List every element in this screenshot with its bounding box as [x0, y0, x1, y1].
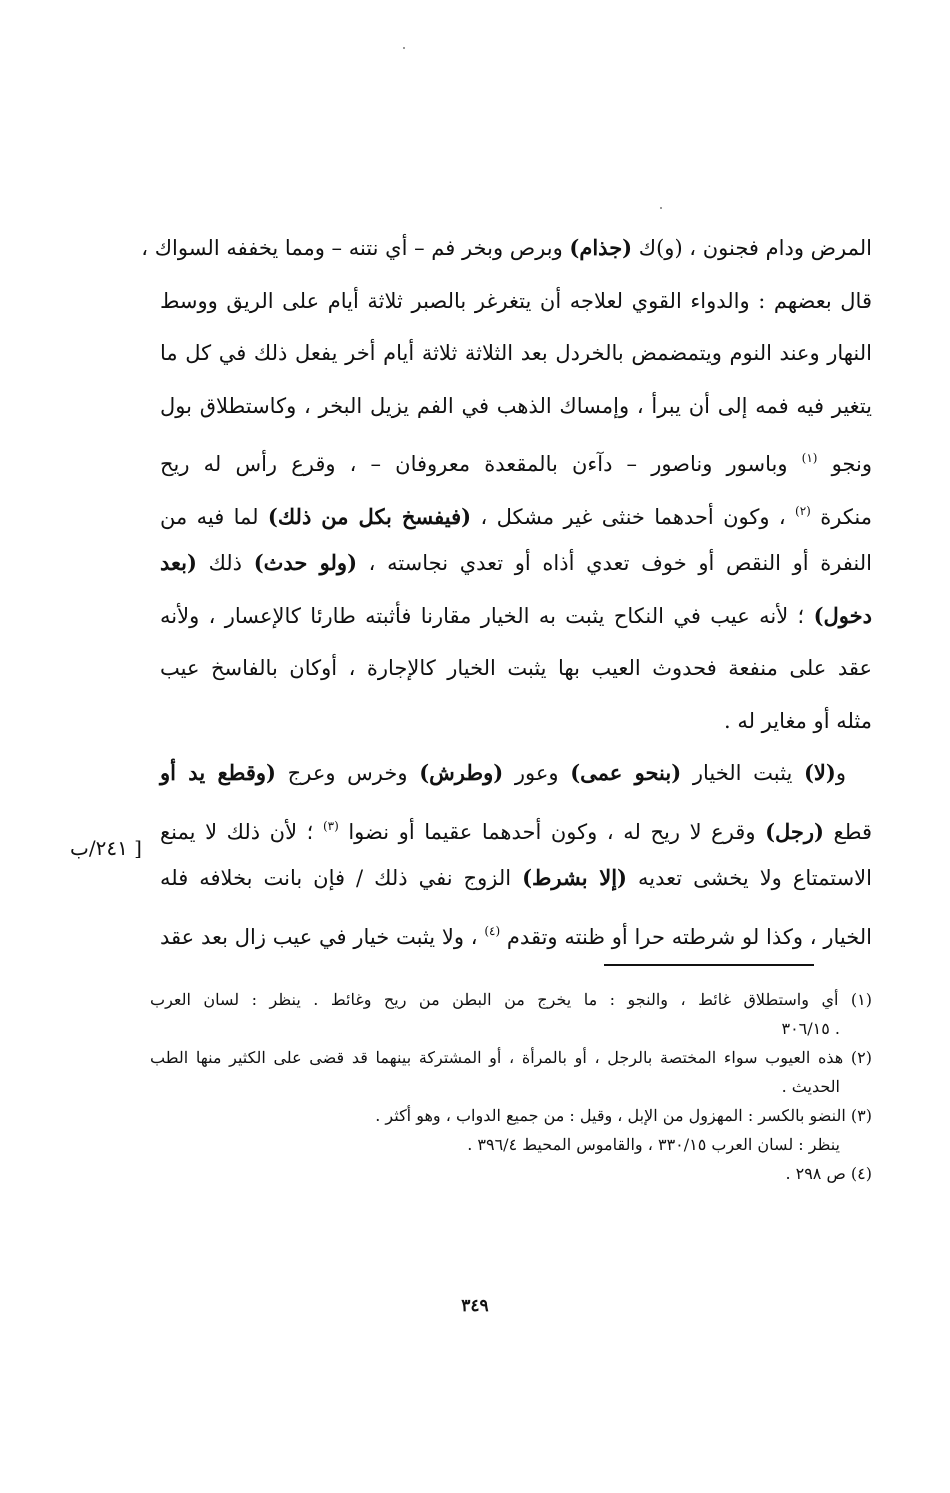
footnote-line: الحديث .	[781, 1077, 840, 1096]
manuscript-folio-marker: [ ٢٤١/ب	[70, 836, 142, 860]
sharh-text: المرض ودام فجنون ، (و)ك	[632, 236, 872, 260]
footnote-line: (٤) ص ٢٩٨ .	[785, 1164, 872, 1183]
sharh-text: لما فيه من	[160, 504, 268, 529]
sharh-text: يتغير فيه فمه إلى أن يبرأ ، وإمساك الذهب في الفم يزيل البخر ، وكاستطلاق بول	[160, 393, 872, 418]
footnote-line: (٣) النضو بالكسر : المهزول من الإبل ، وقيل : من جميع الدواب ، وهو أكثر .	[375, 1106, 872, 1125]
sharh-text: الخيار ، وكذا لو شرطته حرا أو ظنته وتقدم	[500, 924, 872, 949]
bold-matn-text: (بعد	[160, 550, 197, 575]
sharh-text: ونجو	[817, 452, 872, 476]
footnote-line: (١) أي واستطلاق غائط ، والنجو : ما يخرج من البطن من ريح وغائط . ينظر : لسان العرب	[150, 990, 872, 1009]
text-line	[160, 852, 872, 905]
footnote-separator	[604, 964, 814, 966]
sharh-text: يثبت الخيار	[681, 761, 804, 785]
sharh-text: قال بعضهم : والدواء القوي لعلاجه أن يتغرغر بالصبر ثلاثة أيام على الريق ووسط	[160, 288, 872, 313]
text-line	[160, 327, 872, 380]
bold-matn-text: (رجل)	[765, 818, 824, 844]
scan-speck	[403, 47, 405, 49]
bold-matn-text: (فيفسخ بكل من ذلك)	[267, 503, 472, 529]
sharh-text: ؛ لأنه عيب في النكاح يثبت به الخيار مقارنا فأثبته طارئا كالإعسار ، ولأنه	[160, 603, 814, 628]
bold-matn-text: (لا)	[803, 760, 836, 785]
sharh-text: وخرس وعرج	[276, 761, 420, 785]
sharh-text: وباسور وناصور – دآءن بالمقعدة معروفان – ، وقرع رأس له ريح	[160, 452, 802, 476]
page-number: ٣٤٩	[461, 1296, 489, 1316]
scan-speck	[660, 207, 662, 209]
bold-matn-text: (بنحو عمى)	[570, 760, 682, 785]
bold-matn-text: (وطرش)	[419, 760, 504, 785]
sharh-text: الاستمتاع ولا يخشى تعديه	[626, 866, 872, 890]
text-line	[160, 905, 872, 958]
sharh-text: وبرص وبخر فم – أي نتنه – ومما يخففه السواك ،	[141, 236, 570, 260]
footnote-ref: (١)	[801, 451, 818, 465]
sharh-text: النفرة أو النقص أو خوف تعدي أذاه أو تعدي نجاسته ،	[357, 551, 872, 575]
text-line	[160, 695, 872, 748]
bold-matn-text: (إلا بشرط)	[522, 865, 627, 890]
footnote-ref: (٤)	[484, 923, 501, 938]
text-line	[160, 380, 872, 433]
footnote-line: ينظر : لسان العرب ٣٣٠/١٥ ، والقاموس المحيط ٣٩٦/٤ .	[467, 1135, 840, 1154]
footnote-ref: (٣)	[322, 818, 339, 833]
text-line	[141, 222, 872, 275]
text-line	[160, 642, 872, 695]
text-line	[160, 485, 872, 538]
sharh-text: الزوج نفي ذلك / فإن بانت بخلافه فله	[160, 866, 523, 890]
sharh-text: عقد على منفعة فحدوث العيب بها يثبت الخيار كالإجارة ، أوكان بالفاسخ عيب	[160, 656, 872, 680]
sharh-text: وعور	[503, 761, 571, 785]
text-line	[160, 800, 872, 853]
main-text-block	[141, 222, 872, 957]
sharh-text: ذلك	[196, 551, 254, 575]
sharh-text: قطع	[823, 819, 872, 844]
text-line	[160, 537, 872, 590]
sharh-text: ، وكون أحدهما خنثى غير مشكل ،	[471, 504, 796, 529]
sharh-text: وقرع لا ريح له ، وكون أحدهما عقيما أو نضوا	[338, 819, 766, 844]
bold-matn-text: (وقطع يد أو	[160, 760, 276, 785]
text-line	[160, 275, 872, 328]
text-line	[160, 747, 872, 800]
text-line	[160, 590, 872, 643]
sharh-text: و	[835, 761, 846, 785]
sharh-text: منكرة	[810, 504, 872, 529]
bold-matn-text: (ولو حدث)	[253, 550, 358, 575]
footnote-ref: (٢)	[795, 503, 811, 518]
bold-matn-text: دخول)	[813, 602, 872, 628]
sharh-text: ؛ لأن ذلك لا يمنع	[160, 819, 323, 844]
footnote-line: (٢) هذه العيوب سواء المختصة بالرجل ، أو بالمرأة ، أو المشتركة بينهما قد قضى على الكثير منها الطب	[150, 1048, 872, 1067]
footnote-line: . ٣٠٦/١٥	[781, 1019, 840, 1038]
sharh-text: مثله أو مغاير له .	[723, 708, 872, 733]
footnotes-block	[150, 985, 872, 1188]
sharh-text: ، ولا يثبت خيار في عيب زال بعد عقد	[160, 924, 485, 949]
sharh-text: النهار وعند النوم ويتمضمض بالخردل بعد الثلاثة ثلاثة أيام أخر يفعل ذلك في كل ما	[160, 341, 872, 365]
bold-matn-text: (جذام)	[569, 235, 633, 260]
text-line	[160, 432, 872, 485]
